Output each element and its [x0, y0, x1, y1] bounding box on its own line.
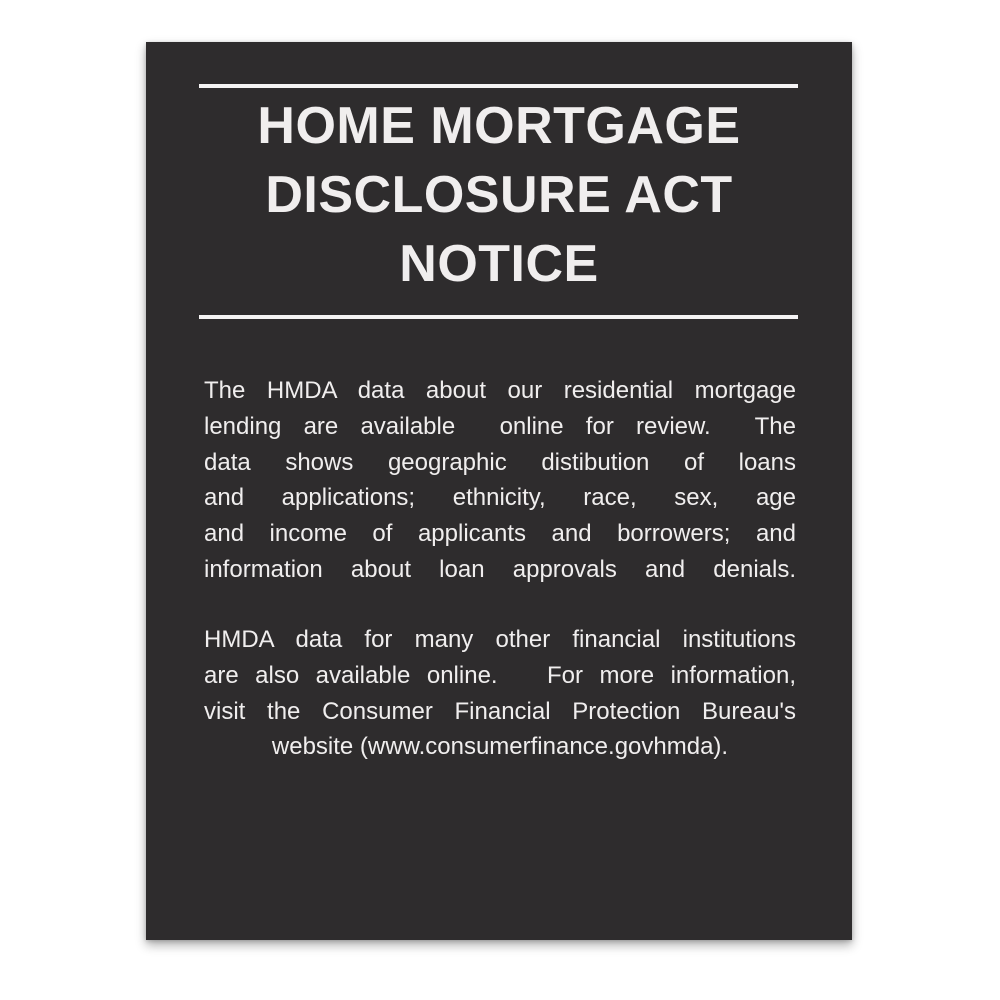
text-line: visit the Consumer Financial Protection Bureau's — [204, 697, 796, 725]
text-line: HOME MORTGAGE — [257, 97, 741, 155]
text-line: and income of applicants and borrowers; and — [204, 520, 796, 548]
text-line: The HMDA data about our residential mortgage — [204, 377, 796, 404]
paragraph-hmda-data-availability — [204, 373, 796, 588]
bottom-divider-line — [199, 315, 798, 319]
text-line: information about loan approvals and denials. — [204, 555, 796, 583]
text-line: HMDA data for many other financial institutions — [204, 626, 796, 653]
text-line: website (www.consumerfinance.govhmda). — [271, 733, 729, 761]
text-line: lending are available online for review. The — [204, 412, 796, 440]
notice-poster — [146, 42, 852, 940]
text-line: DISCLOSURE ACT — [265, 166, 733, 224]
text-line: are also available online. For more information, — [204, 661, 796, 689]
notice-title — [146, 92, 852, 299]
text-line: data shows geographic distibution of loans — [204, 448, 796, 476]
text-line: NOTICE — [399, 235, 599, 293]
text-line: and applications; ethnicity, race, sex, age — [204, 484, 796, 512]
top-divider-line — [199, 84, 798, 88]
paragraph-more-information — [204, 622, 796, 765]
